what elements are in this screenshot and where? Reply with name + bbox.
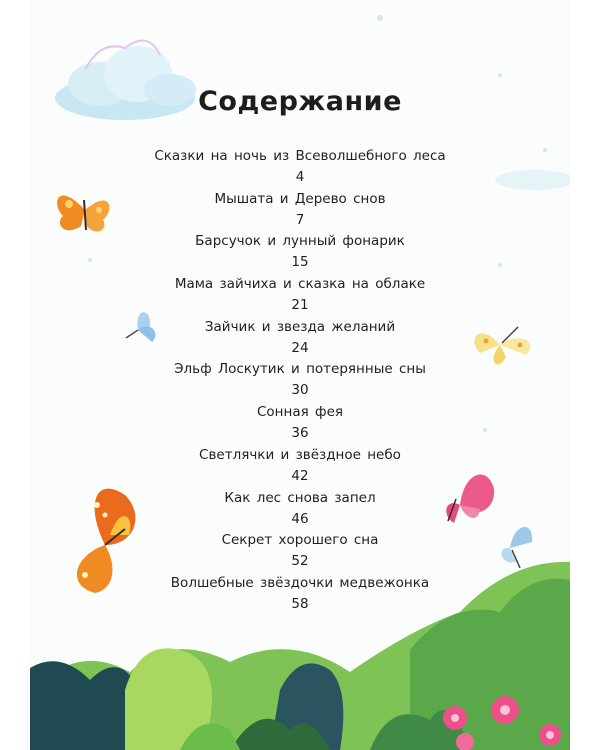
toc-entry <box>30 445 570 488</box>
toc-entry-page-number: 4 <box>295 169 305 185</box>
toc-entry-page-number: 30 <box>291 382 309 399</box>
toc-entry-page-number: 58 <box>291 595 309 612</box>
toc-entry <box>30 146 570 189</box>
toc-entry-page-number: 42 <box>291 467 309 484</box>
toc-entry-title: Как лес снова запел <box>224 489 376 506</box>
toc-entry-page-number: 52 <box>291 553 309 570</box>
toc-entry-title: Эльф Лоскутик и потерянные сны <box>174 361 426 378</box>
toc-entry-title: Светлячки и звёздное небо <box>199 446 401 463</box>
toc-entry-title: Секрет хорошего сна <box>221 532 379 549</box>
table-of-contents <box>30 146 570 616</box>
toc-entry <box>30 189 570 232</box>
toc-entry-title: Барсучок и лунный фонарик <box>195 233 405 250</box>
toc-entry <box>30 231 570 274</box>
toc-entry <box>30 530 570 573</box>
toc-entry-title: Мама зайчиха и сказка на облаке <box>174 276 426 293</box>
toc-entry <box>30 402 570 445</box>
toc-entry-page-number: 15 <box>291 254 309 271</box>
toc-entry-title: Мышата и Дерево снов <box>214 190 386 207</box>
toc-entry-page-number: 24 <box>291 339 309 356</box>
toc-entry <box>30 317 570 360</box>
toc-entry-title: Волшебные звёздочки медвежонка <box>170 574 430 591</box>
toc-entry-page-number: 46 <box>291 510 309 527</box>
toc-entry-title: Сонная фея <box>257 404 343 421</box>
toc-entry-title: Сказки на ночь из Всеволшебного леса <box>154 148 446 164</box>
toc-entry <box>30 359 570 402</box>
toc-entry <box>30 573 570 616</box>
toc-entry-page-number: 7 <box>295 211 305 228</box>
toc-entry-title: Зайчик и звезда желаний <box>204 318 396 335</box>
toc-entry-page-number: 21 <box>291 297 309 314</box>
toc-heading: Содержание <box>198 86 402 117</box>
toc-entry <box>30 488 570 531</box>
book-page <box>30 0 570 750</box>
toc-entry-page-number: 36 <box>291 425 309 442</box>
toc-entry <box>30 274 570 317</box>
